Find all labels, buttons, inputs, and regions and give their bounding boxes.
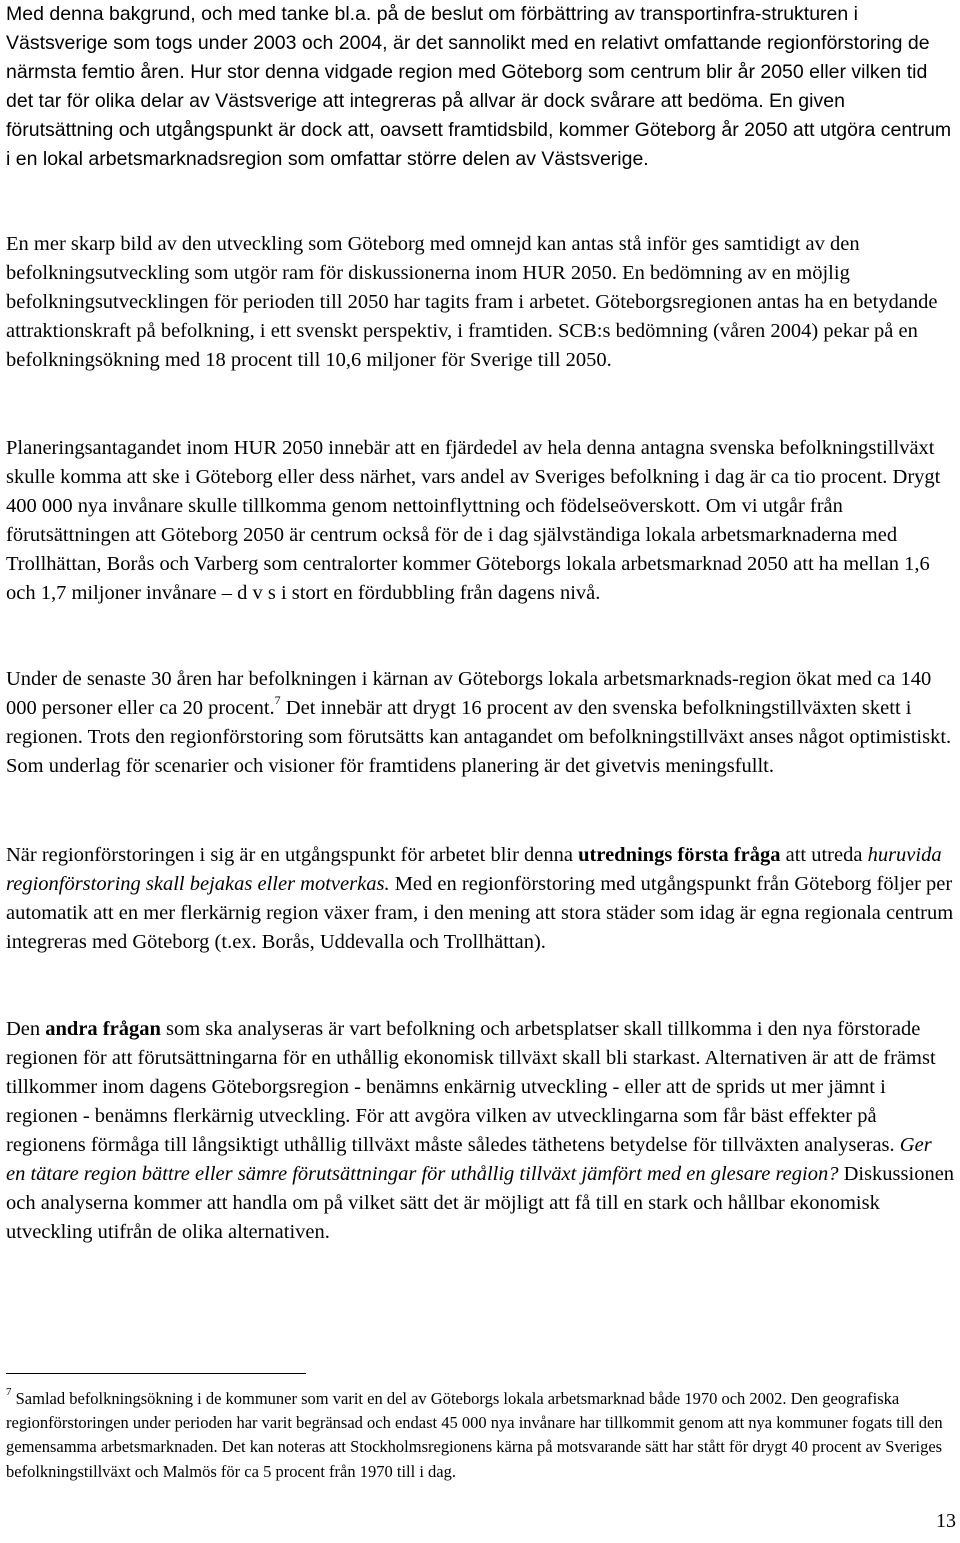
paragraph-5-bold: utrednings första fråga: [578, 844, 781, 866]
paragraph-4: [6, 665, 956, 781]
paragraph-5-text-b: att utreda: [780, 844, 868, 866]
paragraph-6: [6, 1015, 956, 1247]
footnote-text: Samlad befolkningsökning i de kommuner som varit en del av Göteborgs lokala arbetsmarknad både 1970 och 2002. Den geografiska regionförstoringen under perioden har varit begränsad och endast 45 000 nya invånare har tillkommit genom att nya kommuner fogats till den gemensamma arbetsmarknaden. Det kan noteras att Stockholmsregionens kärna på motsvarande sätt har stått för drygt 40 procent av Sveriges befolkningstillväxt och Malmös för ca 5 procent från 1970 till i dag.: [6, 1389, 943, 1481]
footnote: [6, 1387, 956, 1484]
paragraph-2-text: En mer skarp bild av den utveckling som Göteborg med omnejd kan antas stå inför ges samtidigt av den befolkningsutveckling som utgör ram för diskussionerna inom HUR 2050. En bedömning av en möjlig befolkningsutvecklingen för perioden till 2050 har tagits fram i arbetet. Göteborgsregionen antas ha en betydande attraktionskraft på befolkning, i ett svenskt perspektiv, i framtiden. SCB:s bedömning (våren 2004) pekar på en befolkningsökning med 18 procent till 10,6 miljoner för Sverige till 2050.: [6, 233, 938, 371]
paragraph-5: [6, 841, 956, 957]
paragraph-1: [6, 0, 956, 174]
paragraph-6-italic: Ger en tätare region bättre eller sämre förutsättningar för uthållig tillväxt jämfört med en glesare region?: [6, 1134, 932, 1185]
paragraph-6-bold: andra frågan: [45, 1018, 161, 1040]
paragraph-5-text-c: Med en regionförstoring med utgångspunkt från Göteborg följer per automatik att en mer flerkärnig region växer fram, i den mening att stora städer som idag är egna regionala centrum integreras med Göteborg (t.ex. Borås, Uddevalla och Trollhättan).: [6, 873, 954, 953]
paragraph-3: [6, 434, 956, 608]
page-number: 13: [936, 1510, 956, 1532]
paragraph-2: [6, 230, 956, 375]
paragraph-5-text-a: När regionförstoringen i sig är en utgångspunkt för arbetet blir denna: [6, 844, 579, 866]
paragraph-5-italic: huruvida regionförstoring skall bejakas eller motverkas.: [6, 844, 942, 895]
footnote-reference: 7: [274, 693, 281, 708]
footnote-number: 7: [6, 1385, 12, 1398]
paragraph-6-text-c: Diskussionen och analyserna kommer att handla om på vilket sätt det är möjligt att få till en stark och hållbar ekonomisk utveckling utifrån de olika alternativen.: [6, 1163, 955, 1243]
paragraph-6-text-a: Den: [6, 1018, 46, 1040]
paragraph-6-text-b: som ska analyseras är vart befolkning och arbetsplatser skall tillkomma i den nya förstorade regionen för att förutsättningarna för en uthållig ekonomisk tillväxt skall bli starkast. Alternativen är att de främst tillkommer inom dagens Göteborgsregion - benämns enkärnig utveckling - eller att de sprids ut mer jämnt i regionen - benämns flerkärnig utveckling. För att avgöra vilken av utvecklingarna som får bäst effekter på regionens förmåga till långsiktigt uthållig tillväxt måste således täthetens betydelse för tillväxten analyseras.: [6, 1018, 936, 1156]
paragraph-3-text: Planeringsantagandet inom HUR 2050 innebär att en fjärdedel av hela denna antagna svenska befolkningstillväxt skulle komma att ske i Göteborg eller dess närhet, vars andel av Sveriges befolkning i dag är ca tio procent. Drygt 400 000 nya invånare skulle tillkomma genom nettoinflyttning och födelseöverskott. Om vi utgår från förutsättningen att Göteborg 2050 är centrum också för de i dag självständiga lokala arbetsmarknaderna med Trollhättan, Borås och Varberg som centralorter kommer Göteborgs lokala arbetsmarknad 2050 att ha mellan 1,6 och 1,7 miljoner invånare – d v s i stort en fördubbling från dagens nivå.: [6, 437, 941, 604]
footnote-divider: [6, 1373, 306, 1374]
paragraph-4-text-a: Under de senaste 30 åren har befolkningen i kärnan av Göteborgs lokala arbetsmarknads-region ökat med ca 140 000 personer eller ca 20 procent.: [6, 668, 932, 719]
paragraph-1-text: Med denna bakgrund, och med tanke bl.a. på de beslut om förbättring av transportinfra-strukturen i Västsverige som togs under 2003 och 2004, är det sannolikt med en relativt omfattande regionförstoring de närmsta femtio åren. Hur stor denna vidgade region med Göteborg som centrum blir år 2050 eller vilken tid det tar för olika delar av Västsverige att integreras på allvar är dock svårare att bedöma. En given förutsättning och utgångspunkt är dock att, oavsett framtidsbild, kommer Göteborg år 2050 att utgöra centrum i en lokal arbetsmarknadsregion som omfattar större delen av Västsverige.: [6, 3, 952, 170]
paragraph-4-text-b: Det innebär att drygt 16 procent av den svenska befolkningstillväxten skett i regionen. Trots den regionförstoring som förutsätts kan antagandet om befolkningstillväxt anses något optimistiskt. Som underlag för scenarier och visioner för framtidens planering är det givetvis meningsfullt.: [6, 697, 952, 777]
